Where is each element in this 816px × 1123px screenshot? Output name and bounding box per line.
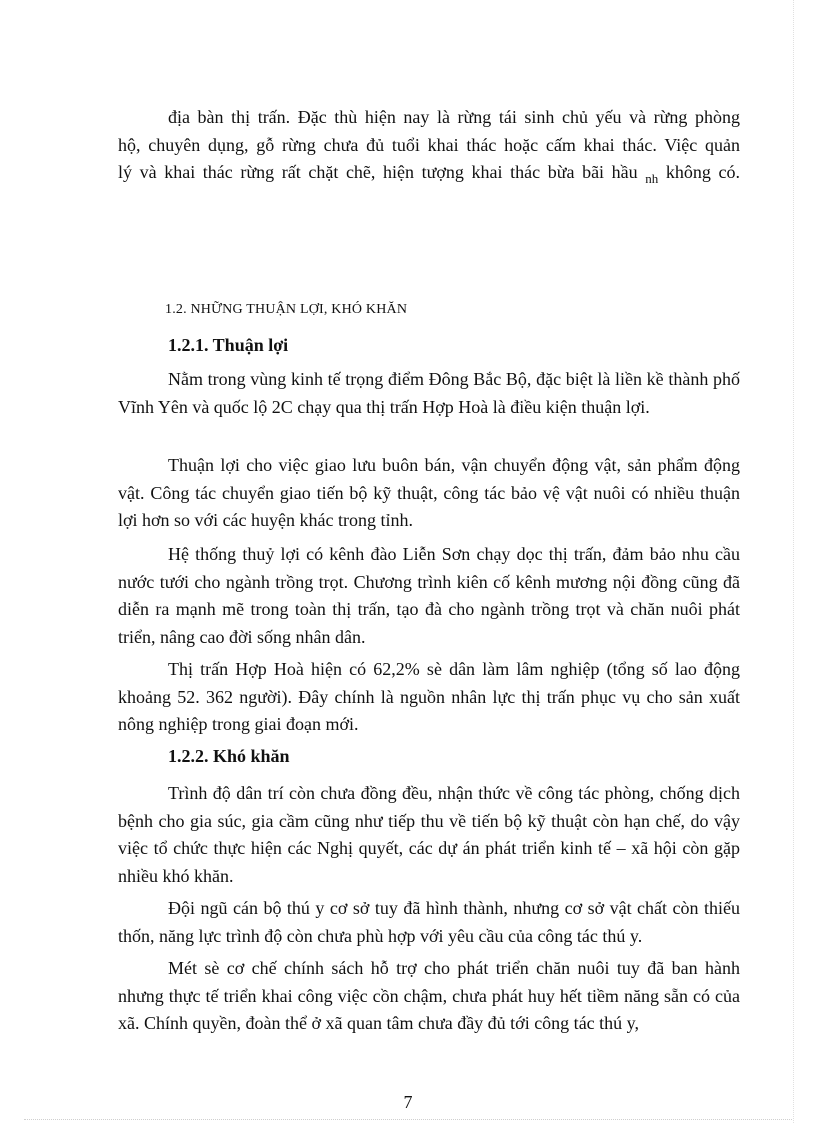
advantage-paragraph-3: Hệ thống thuỷ lợi có kênh đào Liễn Sơn chạy dọc thị trấn, đảm bảo nhu cầu nước tưới cho ngành trồng trọt. Chương trình kiên cố kênh mương nội đồng cũng đã diễn ra mạnh mẽ trong toàn thị trấn, tạo đà cho ngành trồng trọt và chăn nuôi phát triển, nâng cao đời sống nhân dân. <box>118 544 740 647</box>
difficulty-paragraph-2: Đội ngũ cán bộ thú y cơ sở tuy đã hình thành, nhưng cơ sở vật chất còn thiếu thốn, năng lực trình độ còn chưa phù hợp với yêu cầu của công tác thú y. <box>118 898 740 946</box>
advantage-paragraph-4: Thị trấn Hợp Hoà hiện có 62,2% sè dân làm lâm nghiệp (tổng số lao động khoảng 52. 362 người). Đây chính là nguồn nhân lực thị trấn phục vụ cho sản xuất nông nghiệp trong giai đoạn mới. <box>118 659 740 734</box>
intro-paragraph <box>118 104 740 188</box>
advantage-paragraph-2: Thuận lợi cho việc giao lưu buôn bán, vận chuyển động vật, sản phẩm động vật. Công tác chuyển giao tiến bộ kỹ thuật, công tác bảo vệ vật nuôi có nhiều thuận lợi hơn so với các huyện khác trong tỉnh. <box>118 455 740 530</box>
page-number: 7 <box>403 1092 413 1112</box>
difficulty-paragraph-1: Trình độ dân trí còn chưa đồng đều, nhận thức về công tác phòng, chống dịch bệnh cho gia súc, gia cầm cũng như tiếp thu về tiến bộ kỹ thuật còn hạn chế, do vậy việc tổ chức thực hiện các Nghị quyết, các dự án phát triển kinh tế – xã hội còn gặp nhiều khó khăn. <box>118 783 740 886</box>
page-right-divider <box>793 0 794 1123</box>
difficulty-paragraph-3: Mét sè cơ chế chính sách hỗ trợ cho phát triển chăn nuôi tuy đã ban hành nhưng thực tế triển khai công việc cồn chậm, chưa phát huy hết tiềm năng sẵn có của xã. Chính quyền, đoàn thể ở xã quan tâm chưa đầy đủ tới công tác thú y, <box>118 958 740 1033</box>
subsection-1-heading: 1.2.1. Thuận lợi <box>168 335 289 355</box>
subsection-2-heading: 1.2.2. Khó khăn <box>168 746 290 766</box>
section-heading: 1.2. NHỮNG THUẬN LỢI, KHÓ KHĂN <box>165 302 408 317</box>
intro-line-1: địa bàn thị trấn. Đặc thù hiện nay là rừng tái sinh chủ yếu và rừng phòng <box>168 107 740 127</box>
intro-line-2: hộ, chuyên dụng, gỗ rừng chưa đủ tuổi khai thác hoặc cấm khai thác. Việc quản <box>118 134 740 155</box>
intro-line-3 <box>118 159 740 188</box>
intro-line-3-sub: nh <box>645 171 659 186</box>
advantage-paragraph-1: Nằm trong vùng kinh tế trọng điểm Đông Bắc Bộ, đặc biệt là liền kề thành phố Vĩnh Yên và quốc lộ 2C chạy qua thị trấn Hợp Hoà là điều kiện thuận lợi. <box>118 369 740 417</box>
page-bottom-divider <box>24 1119 792 1120</box>
intro-line-3a: lý và khai thác rừng rất chặt chẽ, hiện tượng khai thác bừa bãi hầu <box>118 162 638 182</box>
intro-line-3b: không có. <box>665 162 741 182</box>
